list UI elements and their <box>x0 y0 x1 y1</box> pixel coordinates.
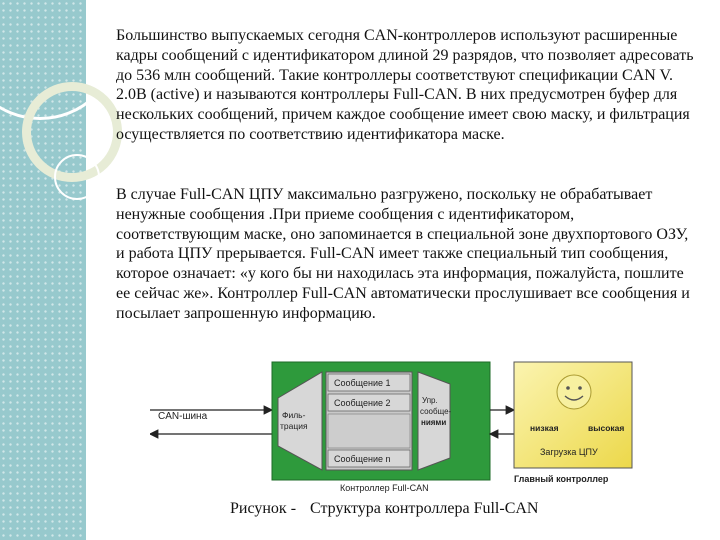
load-label: Загрузка ЦПУ <box>540 447 598 457</box>
text-block-1 <box>116 26 696 145</box>
figure-caption <box>230 500 630 518</box>
management-label-line3: ниями <box>421 418 447 427</box>
paragraph-2: В случае Full-CAN ЦПУ максимально разгружено, поскольку не обрабатывает ненужные сообщения .При приеме сообщения с идентификатором, соответствующим маске, оно запоминается в специальной зоне двухпортового ОЗУ, и работа ЦПУ прерывается. Full-CAN имеет также специальный тип сообщения, которое означает: «у кого бы ни находилась эта информация, пожалуйста, пошлите ее сейчас же». Контроллер Full-CAN автоматически прослушивает все сообщения и посылает запрошенную информацию. <box>116 186 690 322</box>
decorative-sidebar <box>0 0 86 540</box>
message-2-label: Сообщение 2 <box>334 398 391 408</box>
filter-label-line1: Филь- <box>282 410 306 420</box>
can-bus-label: CAN-шина <box>158 411 208 422</box>
load-low-label: низкая <box>530 423 559 433</box>
full-can-diagram <box>150 358 670 498</box>
controller-label: Контроллер Full-CAN <box>340 483 429 493</box>
caption-text: Структура контроллера Full-CAN <box>310 500 539 517</box>
paragraph-1: Большинство выпускаемых сегодня CAN-контроллеров используют расширенные кадры сообщений с идентификатором длиной 29 разрядов, что позволяет адресовать до 536 млн сообщений. Такие контроллеры соответствуют спецификации CAN V. 2.0B (active) и называются контроллеры Full-CAN. В них предусмотрен буфер для нескольких сообщений, причем каждое сообщение имеет свою маску, и фильтрация осуществляется по соответствию идентификатора маске. <box>116 27 694 143</box>
filter-label-line2: трация <box>280 421 308 431</box>
decorative-ring-small <box>54 154 100 200</box>
message-n-label: Сообщение n <box>334 454 391 464</box>
management-label-line2: сообще- <box>420 407 452 416</box>
load-high-label: высокая <box>588 423 625 433</box>
message-gap <box>328 414 410 448</box>
management-label-line1: Упр. <box>422 396 438 405</box>
message-1-label: Сообщение 1 <box>334 378 391 388</box>
text-block-2 <box>116 185 696 324</box>
caption-prefix: Рисунок - <box>230 500 297 517</box>
smiley-icon <box>557 375 591 409</box>
host-label: Главный контроллер <box>514 474 609 484</box>
